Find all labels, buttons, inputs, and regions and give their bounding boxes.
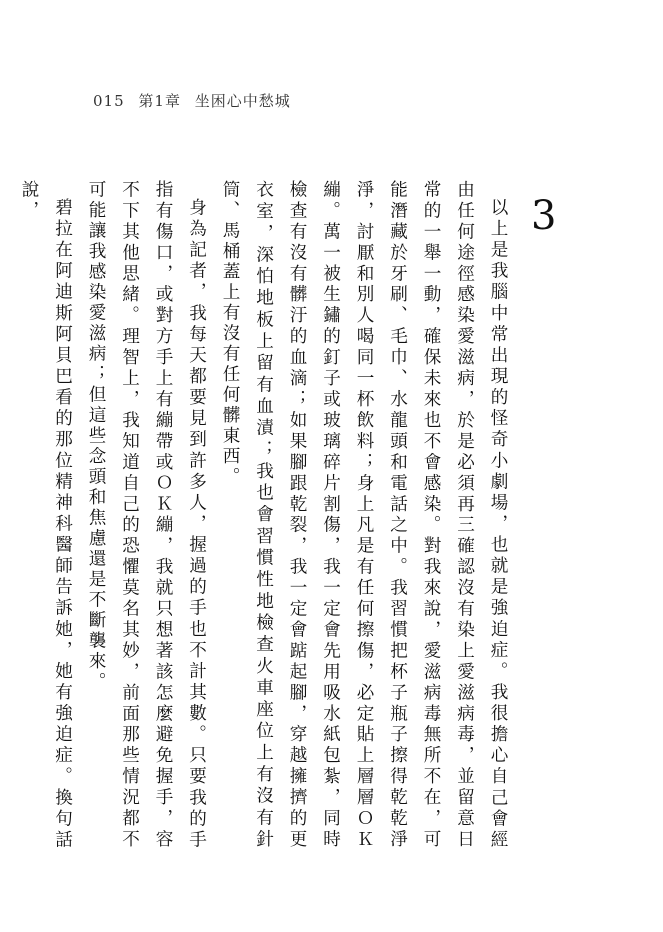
section-number: 3: [531, 193, 557, 239]
paragraph-3: 碧拉在阿迪斯阿貝巴看的那位精神科醫師告訴她，她有強迫症。換句話說，: [19, 180, 73, 850]
paragraph-2: 身為記者，我每天都要見到許多人，握過的手也不計其數。只要我的手指有傷口，或對方手上有繃帶或ＯＫ繃，我就只想著該怎麼避免握手，容不下其他思緒。理智上，我知道自己的恐懼莫名其妙，前面那些情況都不可能讓我感染愛滋病；但這些念頭和焦慮還是不斷襲來。: [86, 180, 207, 850]
paragraph-1: 以上是我腦中常出現的怪奇小劇場，也就是強迫症。我很擔心自己會經由任何途徑感染愛滋病，於是必須再三確認沒有染上愛滋病毒，並留意日常的一舉一動，確保未來也不會感染。對我來說，愛滋病毒無所不在，可能潛藏於牙刷、毛巾、水龍頭和電話之中。我習慣把杯子瓶子擦得乾乾淨淨，討厭和別人喝同一杯飲料；身上凡是有任何擦傷，必定貼上層層ＯＫ繃。萬一被生鏽的釘子或玻璃碎片割傷，我一定會先用吸水紙包紮，同時檢查有沒有髒汙的血滴；如果腳跟乾裂，我一定會踮起腳，穿越擁擠的更衣室，深怕地板上留有血漬；我也會習慣性地檢查火車座位上有沒有針筒、馬桶蓋上有沒有任何髒東西。: [220, 180, 508, 850]
running-head: [93, 90, 299, 111]
body-text: [19, 180, 514, 850]
chapter-label: 第1章: [138, 92, 181, 110]
chapter-title: 坐困心中愁城: [194, 92, 291, 110]
page-number: 015: [93, 92, 125, 110]
